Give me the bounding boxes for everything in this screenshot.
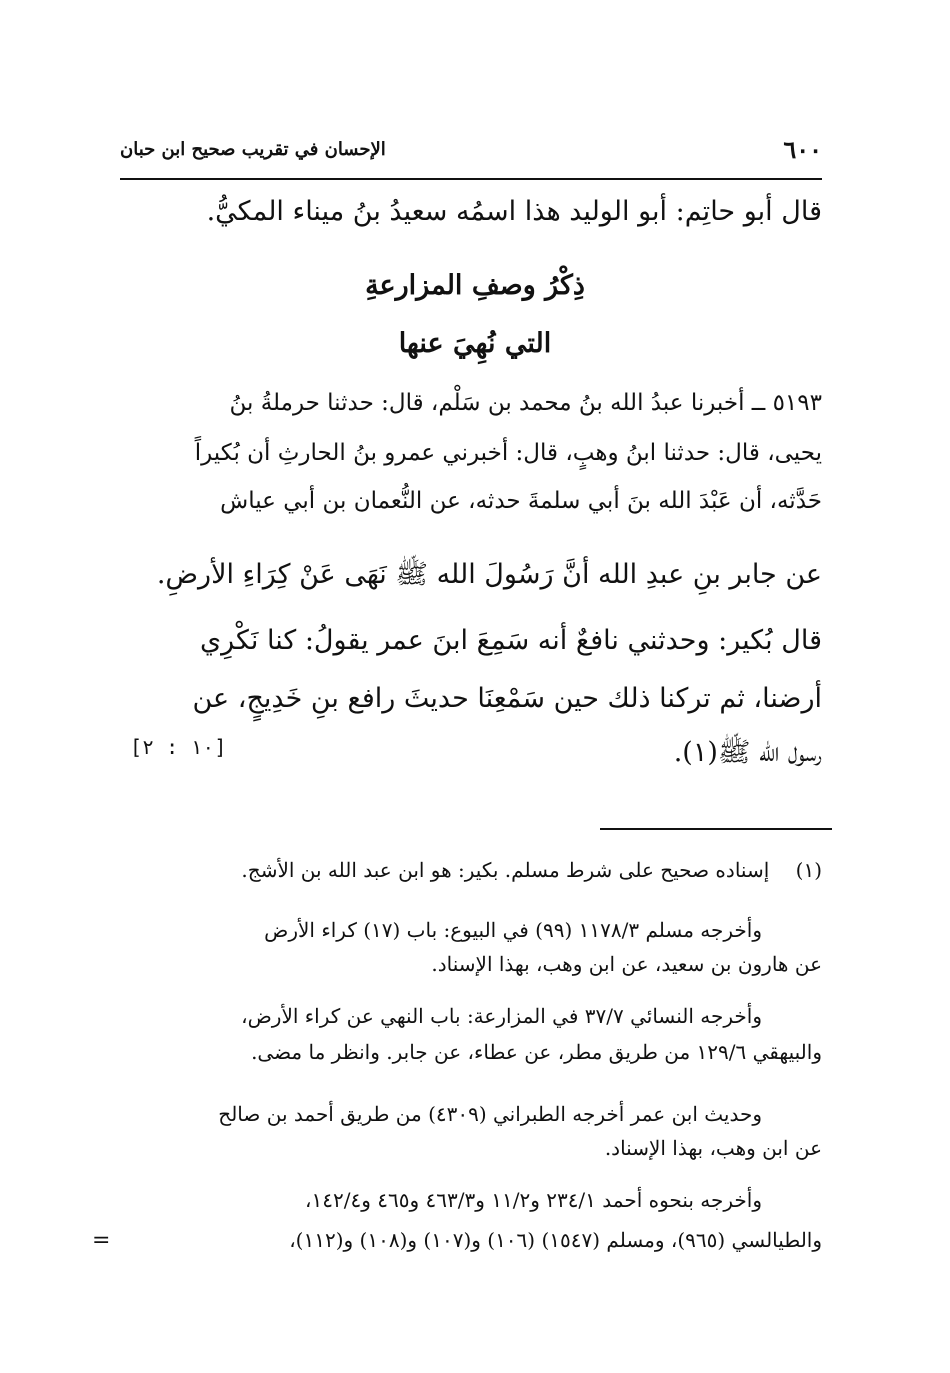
footnote-line: وحديث ابن عمر أخرجه الطبراني (٤٣٠٩) من طريق أحمد بن صالح [218,1102,762,1126]
section-heading-line-1: ذِكْرُ وصفِ المزارعةِ [365,270,585,301]
footnote-text: إسناده صحيح على شرط مسلم. بكير: هو ابن عبد الله بن الأشج. [241,858,770,882]
footnote-line: وأخرجه مسلم ١١٧٨/٣ (٩٩) في البيوع: باب (١٧) كراء الأرض [264,918,762,942]
footnote-line: والبيهقي ١٢٩/٦ من طريق مطر، عن عطاء، عن جابر. وانظر ما مضى. [251,1040,822,1064]
footnote-number: (١) [795,858,822,882]
hadith-reference: [١٠ : ٢] [130,735,227,759]
book-title: الإحسان في تقريب صحيح ابن حبان [120,138,386,160]
running-header [120,128,822,170]
footnote-1 [130,858,822,882]
isnad-line: ٥١٩٣ ــ أخبرنا عبدُ الله بنُ محمد بن سَلْم، قال: حدثنا حرملةُ بنُ [229,390,822,416]
isnad-line: حَدَّثه، أن عَبْدَ الله بنَ أبي سلمةَ حدثه، عن النُّعمان بن أبي عياش [220,488,822,514]
hadith-text-line: أرضنا، ثم تركنا ذلك حين سَمْعِنَا حديثَ رافع بنِ خَدِيجٍ، عن [192,683,822,714]
isnad-line: يحيى، قال: حدثنا ابنُ وهبٍ، قال: أخبرني عمرو بنُ الحارثِ أن بُكيراً [194,440,822,466]
page-number: ٦٠٠ [783,134,822,164]
footnote-line: وأخرجه بنحوه أحمد ٢٣٤/١ و١١/٢ و٤٦٣/٣ و٤٦٥ و١٤٢/٤، [305,1188,762,1212]
section-heading-line-2: التي نُهِيَ عنها [398,328,552,359]
hadith-text-line: قال بُكير: وحدثني نافعٌ أنه سَمِعَ ابنَ عمر يقولُ: كنا نَكْرِي [199,625,822,656]
hadith-text-line: عن جابر بنِ عبدِ الله أنَّ رَسُولَ الله ﷺ نَهَى عَنْ كِرَاءِ الأرضِ. [156,559,822,590]
continuation-mark: = [92,1228,111,1253]
opening-statement: قال أبو حاتِم: أبو الوليد هذا اسمُه سعيدُ بنُ ميناء المكيُّ. [206,196,822,227]
footnote-divider [600,828,832,830]
footnote-line: والطيالسي (٩٦٥)، ومسلم (١٥٤٧) (١٠٦) و(١٠٧) و(١٠٨) و(١١٢)، [289,1228,822,1252]
hadith-text-line: رسول الله ﷺ(١). [673,737,822,768]
header-divider [120,178,822,180]
footnote-line: وأخرجه النسائي ٣٧/٧ في المزارعة: باب النهي عن كراء الأرض، [241,1004,762,1028]
footnote-line: عن ابن وهب، بهذا الإسناد. [604,1136,822,1160]
hadith-text-last-line [130,735,822,775]
footnote-last-line [92,1228,822,1253]
footnote-line: عن هارون بن سعيد، عن ابن وهب، بهذا الإسناد. [431,952,822,976]
